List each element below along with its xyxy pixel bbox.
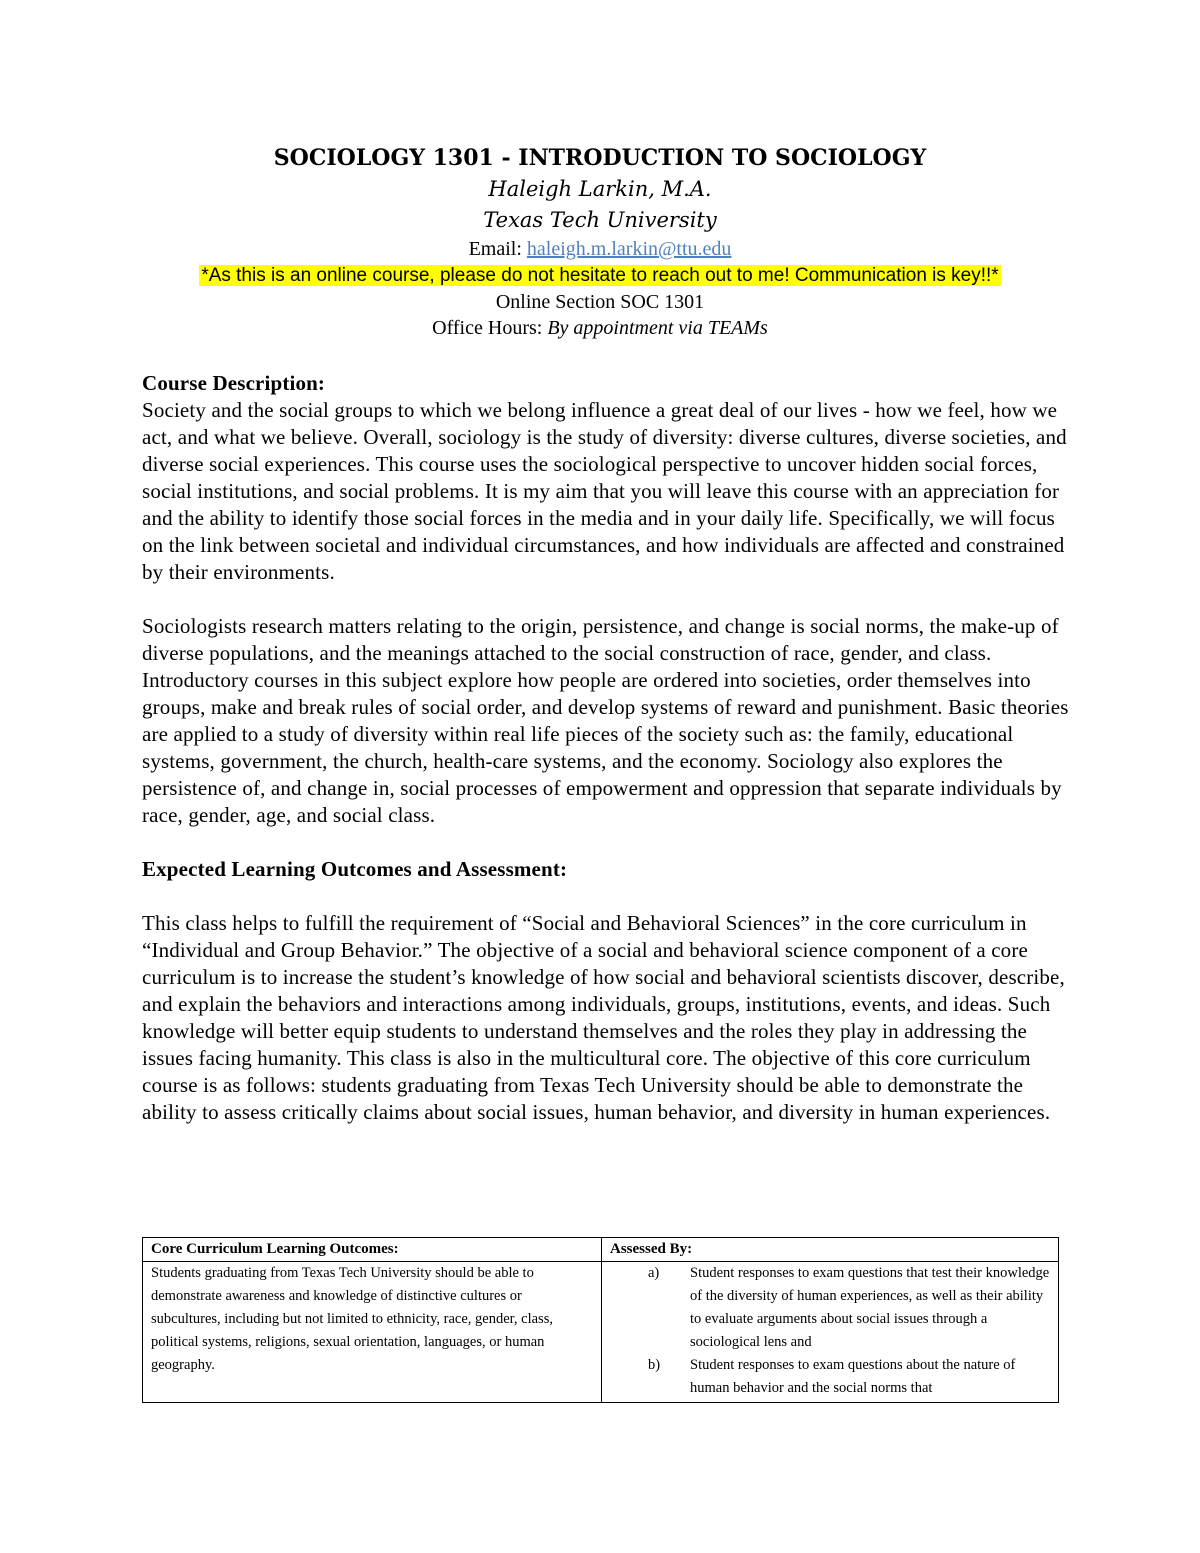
section-line: Online Section SOC 1301	[495, 291, 705, 313]
assessment-list	[610, 1262, 1050, 1400]
instructor-name: Haleigh Larkin, M.A.	[488, 177, 712, 201]
syllabus-header	[0, 142, 1200, 341]
learning-outcomes-heading: Expected Learning Outcomes and Assessment:	[142, 857, 568, 881]
university-name: Texas Tech University	[483, 208, 717, 232]
outcome-cell: Students graduating from Texas Tech University should be able to demonstrate awareness and knowledge of distinctive cultures or subcultures, including but not limited to ethnicity, race, gender, class, political systems, religions, sexual orientation, languages, or human geography.	[143, 1262, 602, 1403]
assessment-cell	[602, 1262, 1059, 1403]
office-hours-value: By appointment via TEAMs	[547, 317, 768, 339]
assessment-item-a	[610, 1262, 1050, 1354]
outcomes-table	[142, 1237, 1059, 1403]
assessment-item-b	[610, 1354, 1050, 1400]
office-hours-line	[0, 315, 1200, 341]
table-header-outcomes: Core Curriculum Learning Outcomes:	[143, 1238, 602, 1262]
course-description-paragraph-1: Society and the social groups to which we belong influence a great deal of our lives - how we feel, how we act, and what we believe. Overall, sociology is the study of diversity: diverse cultures, diverse societies, and diverse social experiences. This course uses the sociological perspective to uncover hidden social forces, social institutions, and social problems. It is my aim that you will leave this course with an appreciation for and the ability to identify those social forces in the media and in your daily life. Specifically, we will focus on the link between societal and individual circumstances, and how individuals are affected and constrained by their environments.	[142, 398, 1067, 584]
email-label: Email:	[468, 238, 527, 260]
table-row	[143, 1262, 1059, 1403]
course-description-paragraph-2: Sociologists research matters relating to the origin, persistence, and change is social norms, the make-up of diverse populations, and the meanings attached to the social construction of race, gender, and class. Introductory courses in this subject explore how people are ordered into societies, order themselves into groups, make and break rules of social order, and develop systems of reward and punishment. Basic theories are applied to a study of diversity within real life pieces of the society such as: the family, educational systems, government, the church, health-care systems, and the economy. Sociology also explores the persistence of, and change in, social processes of empowerment and oppression that separate individuals by race, gender, age, and social class.	[142, 614, 1069, 827]
office-hours-label: Office Hours:	[432, 317, 548, 339]
email-link[interactable]: haleigh.m.larkin@ttu.edu	[526, 238, 732, 260]
learning-outcomes-paragraph: This class helps to fulfill the requirement of “Social and Behavioral Sciences” in the core curriculum in “Individual and Group Behavior.” The objective of a social and behavioral science component of a core curriculum is to increase the student’s knowledge of how social and behavioral scientists discover, describe, and explain the behaviors and interactions among individuals, groups, institutions, events, and ideas. Such knowledge will better equip students to understand themselves and the roles they play in addressing the issues facing humanity. This class is also in the multicultural core. The objective of this core curriculum course is as follows: students graduating from Texas Tech University should be able to demonstrate the ability to assess critically claims about social issues, human behavior, and diversity in human experiences.	[142, 911, 1065, 1124]
syllabus-body	[142, 370, 1072, 1126]
notice-line	[0, 262, 1200, 289]
assessment-marker: b)	[648, 1357, 661, 1373]
online-course-notice: *As this is an online course, please do not hesitate to reach out to me! Communication is key!!*	[201, 265, 999, 286]
course-title: SOCIOLOGY 1301 - INTRODUCTION TO SOCIOLOGY	[273, 145, 927, 171]
course-description-heading: Course Description:	[142, 371, 326, 395]
assessment-text: Student responses to exam questions about the nature of human behavior and the social norms that	[690, 1357, 1016, 1396]
table-header-assessed-by: Assessed By:	[602, 1238, 1059, 1262]
email-line	[0, 236, 1200, 262]
assessment-marker: a)	[648, 1265, 660, 1281]
table-header-row	[143, 1238, 1059, 1262]
assessment-text: Student responses to exam questions that test their knowledge of the diversity of human experiences, as well as their ability to evaluate arguments about social issues through a sociological lens and	[690, 1265, 1050, 1350]
